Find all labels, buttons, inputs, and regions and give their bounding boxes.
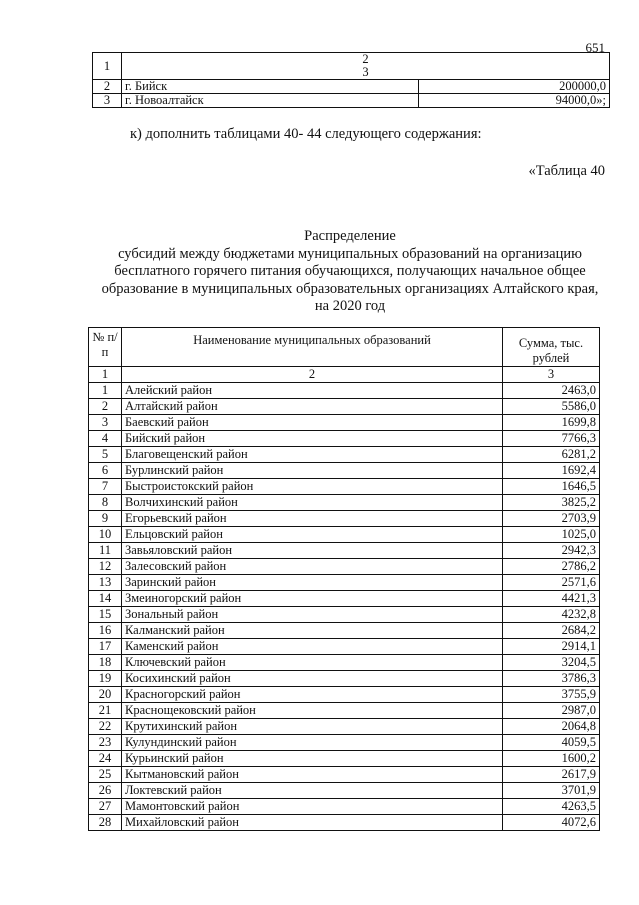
row-name: Косихинский район bbox=[122, 671, 503, 687]
table-row bbox=[89, 495, 600, 511]
row-number: 13 bbox=[89, 575, 122, 591]
title-line: бесплатного горячего питания обучающихся, получающих начальное общее bbox=[114, 263, 586, 279]
title-line: на 2020 год bbox=[314, 298, 386, 314]
row-amount: 6281,2 bbox=[503, 447, 600, 463]
table-row bbox=[89, 607, 600, 623]
row-name: Зональный район bbox=[122, 607, 503, 623]
table-row bbox=[89, 671, 600, 687]
header-cell-2: 2 bbox=[362, 52, 369, 66]
row-amount: 2463,0 bbox=[503, 383, 600, 399]
row-number: 27 bbox=[89, 799, 122, 815]
table-header-row bbox=[93, 53, 610, 80]
table-row bbox=[89, 591, 600, 607]
row-name: Красногорский район bbox=[122, 687, 503, 703]
table-row bbox=[89, 559, 600, 575]
table-row bbox=[89, 543, 600, 559]
title-line: субсидий между бюджетами муниципальных образований на организацию bbox=[118, 245, 582, 262]
row-amount: 2914,1 bbox=[503, 639, 600, 655]
table-row bbox=[89, 815, 600, 831]
table-row bbox=[89, 639, 600, 655]
table-row bbox=[89, 623, 600, 639]
row-number: 25 bbox=[89, 767, 122, 783]
row-number: 5 bbox=[89, 447, 122, 463]
row-name: Краснощековский район bbox=[122, 703, 503, 719]
table-row bbox=[89, 799, 600, 815]
table-row bbox=[89, 527, 600, 543]
row-number: 23 bbox=[89, 735, 122, 751]
row-amount: 7766,3 bbox=[503, 431, 600, 447]
row-name: Алейский район bbox=[122, 383, 503, 399]
row-amount: 2617,9 bbox=[503, 767, 600, 783]
row-name: Курьинский район bbox=[122, 751, 503, 767]
row-number: 7 bbox=[89, 479, 122, 495]
index-cell: 2 bbox=[122, 367, 503, 383]
instruction-text: к) дополнить таблицами 40- 44 следующего содержания: bbox=[130, 126, 482, 142]
table-row bbox=[89, 479, 600, 495]
row-name: Волчихинский район bbox=[122, 495, 503, 511]
table-row bbox=[89, 399, 600, 415]
row-amount: 3204,5 bbox=[503, 655, 600, 671]
header-cell-3: 3 bbox=[362, 65, 369, 79]
table-row bbox=[93, 94, 610, 108]
row-amount: 2786,2 bbox=[503, 559, 600, 575]
title-line: образование в муниципальных образовательных организациях Алтайского края, bbox=[101, 280, 599, 297]
table-body bbox=[89, 383, 600, 831]
row-amount: 1692,4 bbox=[503, 463, 600, 479]
table-row bbox=[89, 655, 600, 671]
row-name: Михайловский район bbox=[122, 815, 503, 831]
header-name: Наименование муниципальных образований bbox=[122, 328, 503, 367]
row-name: Быстроистокский район bbox=[122, 479, 503, 495]
row-name: Завьяловский район bbox=[122, 543, 503, 559]
row-amount: 3701,9 bbox=[503, 783, 600, 799]
row-number: 10 bbox=[89, 527, 122, 543]
row-name: Алтайский район bbox=[122, 399, 503, 415]
row-name: г. Новоалтайск bbox=[122, 94, 419, 108]
distribution-table bbox=[88, 327, 600, 831]
row-number: 17 bbox=[89, 639, 122, 655]
row-number: 1 bbox=[89, 383, 122, 399]
row-name: Залесовский район bbox=[122, 559, 503, 575]
row-number: 24 bbox=[89, 751, 122, 767]
row-amount: 200000,0 bbox=[419, 80, 610, 94]
row-number: 19 bbox=[89, 671, 122, 687]
row-number: 6 bbox=[89, 463, 122, 479]
row-number: 21 bbox=[89, 703, 122, 719]
row-number: 22 bbox=[89, 719, 122, 735]
table-row bbox=[89, 511, 600, 527]
row-number: 2 bbox=[89, 399, 122, 415]
row-name: Мамонтовский район bbox=[122, 799, 503, 815]
row-amount: 2703,9 bbox=[503, 511, 600, 527]
row-name: Калманский район bbox=[122, 623, 503, 639]
row-amount: 2571,6 bbox=[503, 575, 600, 591]
row-amount: 1025,0 bbox=[503, 527, 600, 543]
row-amount: 1646,5 bbox=[503, 479, 600, 495]
table-row bbox=[89, 415, 600, 431]
row-name: Змеиногорский район bbox=[122, 591, 503, 607]
row-name: Заринский район bbox=[122, 575, 503, 591]
row-name: Кулундинский район bbox=[122, 735, 503, 751]
row-number: 12 bbox=[89, 559, 122, 575]
row-name: Локтевский район bbox=[122, 783, 503, 799]
continuation-table bbox=[92, 52, 610, 108]
table-row bbox=[89, 767, 600, 783]
table-row bbox=[89, 463, 600, 479]
header-cell: 1 bbox=[93, 53, 122, 80]
table-row bbox=[89, 751, 600, 767]
row-name: Баевский район bbox=[122, 415, 503, 431]
table-row bbox=[89, 687, 600, 703]
row-amount: 2942,3 bbox=[503, 543, 600, 559]
row-number: 26 bbox=[89, 783, 122, 799]
header-sum: Сумма, тыс. рублей bbox=[503, 328, 600, 367]
row-name: Крутихинский район bbox=[122, 719, 503, 735]
title-heading: Распределение bbox=[304, 228, 396, 244]
row-amount: 3825,2 bbox=[503, 495, 600, 511]
row-amount: 1600,2 bbox=[503, 751, 600, 767]
table-row bbox=[89, 719, 600, 735]
row-number: 3 bbox=[93, 94, 122, 108]
table-row bbox=[89, 431, 600, 447]
row-number: 14 bbox=[89, 591, 122, 607]
row-amount: 5586,0 bbox=[503, 399, 600, 415]
row-name: Ельцовский район bbox=[122, 527, 503, 543]
table-row bbox=[89, 703, 600, 719]
row-number: 11 bbox=[89, 543, 122, 559]
row-amount: 2064,8 bbox=[503, 719, 600, 735]
row-number: 15 bbox=[89, 607, 122, 623]
row-amount: 94000,0»; bbox=[419, 94, 610, 108]
row-amount: 4072,6 bbox=[503, 815, 600, 831]
row-number: 20 bbox=[89, 687, 122, 703]
table-header-row bbox=[89, 328, 600, 367]
row-number: 8 bbox=[89, 495, 122, 511]
column-index-row bbox=[89, 367, 600, 383]
row-amount: 3755,9 bbox=[503, 687, 600, 703]
row-number: 18 bbox=[89, 655, 122, 671]
row-number: 9 bbox=[89, 511, 122, 527]
row-amount: 4421,3 bbox=[503, 591, 600, 607]
row-name: Кытмановский район bbox=[122, 767, 503, 783]
header-cell bbox=[122, 53, 610, 80]
row-amount: 3786,3 bbox=[503, 671, 600, 687]
row-amount: 1699,8 bbox=[503, 415, 600, 431]
row-name: Бийский район bbox=[122, 431, 503, 447]
header-num: № п/п bbox=[89, 328, 122, 367]
row-amount: 4059,5 bbox=[503, 735, 600, 751]
document-title bbox=[80, 228, 620, 316]
row-number: 4 bbox=[89, 431, 122, 447]
row-number: 3 bbox=[89, 415, 122, 431]
table-row bbox=[93, 80, 610, 94]
table-row bbox=[89, 447, 600, 463]
table-row bbox=[89, 783, 600, 799]
row-amount: 4232,8 bbox=[503, 607, 600, 623]
row-number: 28 bbox=[89, 815, 122, 831]
row-name: Егорьевский район bbox=[122, 511, 503, 527]
row-name: Бурлинский район bbox=[122, 463, 503, 479]
row-name: Каменский район bbox=[122, 639, 503, 655]
table-row bbox=[89, 383, 600, 399]
index-cell: 3 bbox=[503, 367, 600, 383]
row-name: Ключевский район bbox=[122, 655, 503, 671]
index-cell: 1 bbox=[89, 367, 122, 383]
row-name: г. Бийск bbox=[122, 80, 419, 94]
row-amount: 2987,0 bbox=[503, 703, 600, 719]
page-number: 651 bbox=[585, 40, 605, 55]
table-row bbox=[89, 575, 600, 591]
row-amount: 4263,5 bbox=[503, 799, 600, 815]
row-name: Благовещенский район bbox=[122, 447, 503, 463]
row-amount: 2684,2 bbox=[503, 623, 600, 639]
table-label: «Таблица 40 bbox=[528, 163, 605, 179]
table-row bbox=[89, 735, 600, 751]
row-number: 2 bbox=[93, 80, 122, 94]
row-number: 16 bbox=[89, 623, 122, 639]
